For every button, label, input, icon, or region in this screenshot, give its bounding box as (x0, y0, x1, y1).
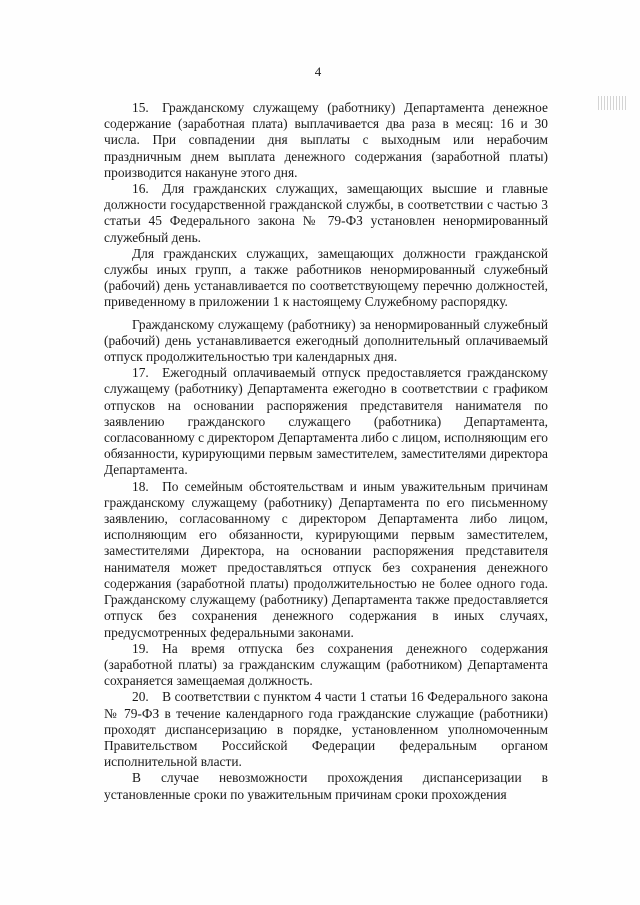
paragraph-20-continued: В случае невозможности прохождения диспансеризации в установленные сроки по уважительным причинам сроки прохождения (104, 770, 548, 802)
page-number: 4 (314, 64, 322, 79)
paragraph-15: 15. Гражданскому служащему (работнику) Департамента денежное содержание (заработная плата) выплачивается два раза в месяц: 16 и 30 числа. При совпадении дня выплаты с выходным или нерабочим праздничным днем выплата денежного содержания (заработной платы) производится накануне этого дня. (104, 100, 548, 180)
paragraph-16-additional-leave: Гражданскому служащему (работнику) за ненормированный служебный (рабочий) день устанавливается ежегодный дополнительный оплачиваемый отпуск продолжительностью три календарных дня. (104, 316, 548, 365)
scan-artifact (598, 96, 626, 110)
paragraph-20: 20. В соответствии с пунктом 4 части 1 статьи 16 Федерального закона № 79-ФЗ в течение календарного года гражданские служащие (работники) проходят диспансеризацию в порядке, установленном уполномоченным Правительством Российской Федерации федеральным органом исполнительной власти. (104, 689, 548, 770)
paragraph-16-other-groups: Для гражданских служащих, замещающих должности гражданской службы иных групп, а также работников ненормированный служебный (рабочий) день устанавливается по соответствующему перечню должностей, приведенному в приложении 1 к настоящему Служебному распорядку. (104, 245, 548, 310)
paragraph-17: 17. Ежегодный оплачиваемый отпуск предоставляется гражданскому служащему (работнику) Департамента ежегодно в соответствии с графиком отпусков на основании распоряжения представителя нанимателя по заявлению гражданского служащего (работника) Департамента, согласованному с директором Департамента либо с лицом, исполняющим его обязанности, курирующими первым заместителем, заместителями директора Департамента. (104, 365, 548, 478)
paragraph-19: 19. На время отпуска без сохранения денежного содержания (заработной платы) за гражданским служащим (работником) Департамента сохраняется замещаемая должность. (104, 640, 548, 689)
paragraph-18: 18. По семейным обстоятельствам и иным уважительным причинам гражданскому служащему (работнику) Департамента по его письменному заявлению, согласованному с директором Департамента либо лицом, исполняющим его обязанности, курирующими первым заместителем, заместителями Директора, на основании распоряжения представителя нанимателя может предоставляться отпуск без сохранения денежного содержания (заработной платы) продолжительностью не более одного года. Гражданскому служащему (работнику) Департамента также предоставляется отпуск без сохранения денежного содержания в иных случаях, предусмотренных федеральными законами. (104, 478, 548, 640)
document-body (104, 100, 548, 803)
paragraph-16: 16. Для гражданских служащих, замещающих высшие и главные должности государственной гражданской службы, в соответствии с частью 3 статьи 45 Федерального закона № 79-ФЗ установлен ненормированный служебный день. (104, 181, 548, 245)
